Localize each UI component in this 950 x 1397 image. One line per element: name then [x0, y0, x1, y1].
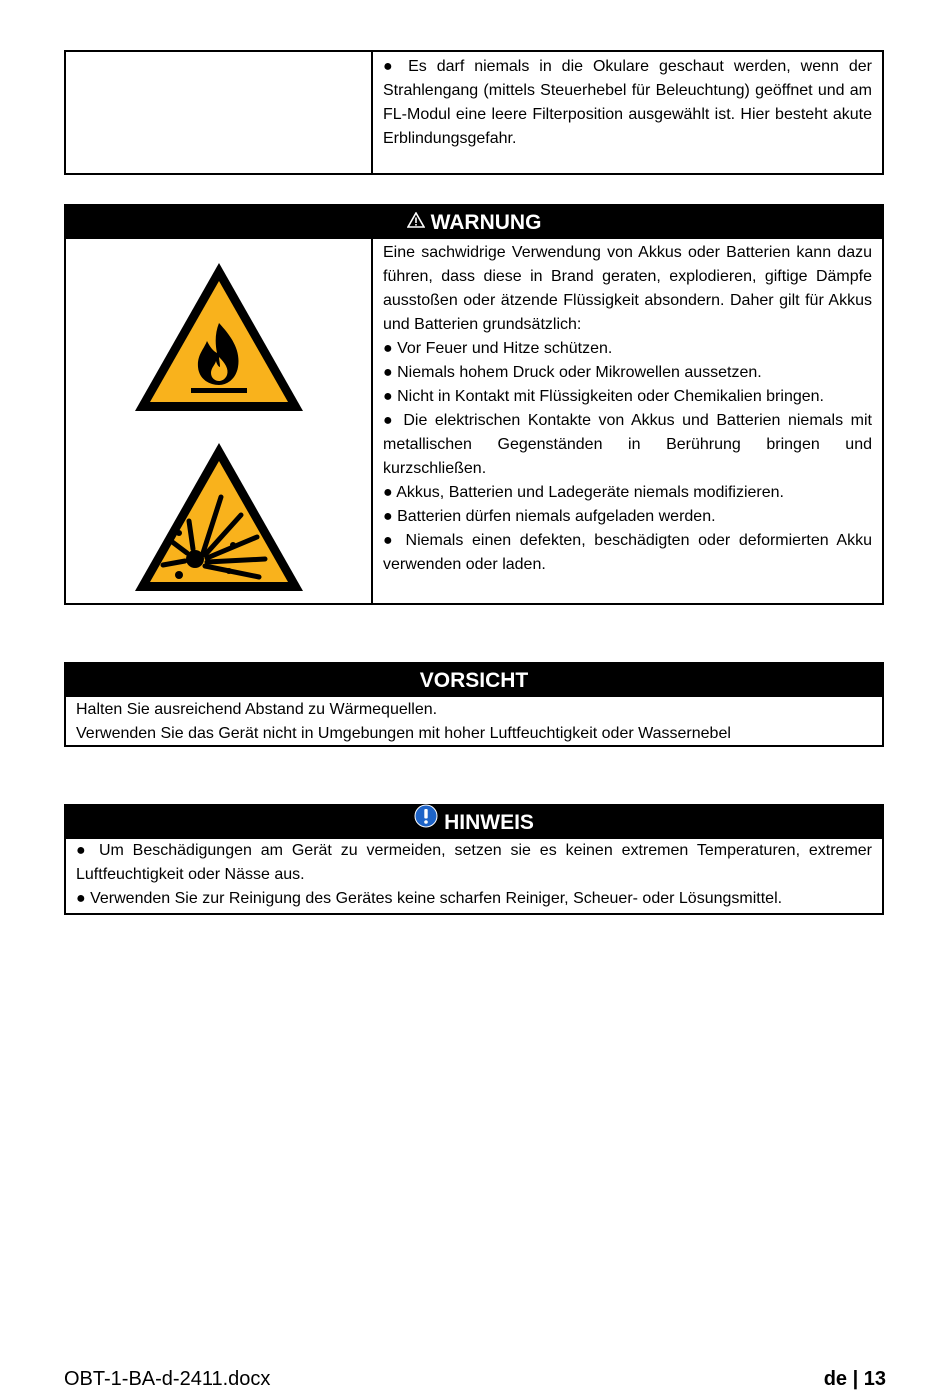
warnung-bullet-3: ● Nicht in Kontakt mit Flüssigkeiten oder Chemikalien bringen.	[383, 388, 824, 405]
vorsicht-header	[66, 664, 882, 697]
hinweis-text	[66, 839, 882, 911]
warnung-title: WARNUNG	[430, 211, 542, 234]
empty-symbol-cell	[66, 52, 373, 173]
okular-warning-text: ● Es darf niemals in die Okulare geschaut werden, wenn der Strahlengang (mittels Steuerhebel für Beleuchtung) geöffnet und am FL-Modul eine leere Filterposition ausgewählt ist. Hier besteht akute Erblindungsgefahr.	[383, 58, 872, 147]
warnung-bullet-1: ● Vor Feuer und Hitze schützen.	[383, 340, 613, 357]
exclamation-circle-icon	[414, 804, 438, 838]
vorsicht-title: VORSICHT	[419, 669, 529, 692]
vorsicht-line-2: Verwenden Sie das Gerät nicht in Umgebungen mit hoher Luftfeuchtigkeit oder Wassernebel	[76, 725, 731, 742]
warnung-bullet-2: ● Niemals hohem Druck oder Mikrowellen aussetzen.	[383, 364, 762, 381]
warnung-bullet-6: ● Batterien dürfen niemals aufgeladen werden.	[383, 508, 716, 525]
warnung-symbols-cell	[66, 239, 373, 603]
warnung-bullet-7: ● Niemals einen defekten, beschädigten oder deformierten Akku verwenden oder laden.	[383, 532, 872, 573]
vorsicht-line-1: Halten Sie ausreichend Abstand zu Wärmequellen.	[76, 701, 438, 718]
flammable-warning-icon	[133, 261, 305, 413]
warnung-header	[66, 206, 882, 239]
warnung-text-cell	[373, 239, 882, 603]
hinweis-title: HINWEIS	[444, 811, 534, 834]
warning-triangle-icon	[407, 205, 425, 238]
warnung-intro: Eine sachwidrige Verwendung von Akkus oder Batterien kann dazu führen, dass diese in Brand geraten, explodieren, giftige Dämpfe ausstoßen oder ätzende Flüssigkeit absondern. Daher gilt für Akkus und Batterien grundsätzlich:	[383, 244, 872, 333]
warnung-bullet-5: ● Akkus, Batterien und Ladegeräte niemals modifizieren.	[383, 484, 784, 501]
hinweis-line-1: ● Um Beschädigungen am Gerät zu vermeiden, setzen sie es keinen extremen Temperaturen, extremer Luftfeuchtigkeit oder Nässe aus.	[76, 842, 872, 883]
hinweis-header	[66, 806, 882, 839]
footer-page-number: de | 13	[823, 1368, 886, 1390]
footer-filename: OBT-1-BA-d-2411.docx	[64, 1368, 271, 1390]
warnung-bullet-4: ● Die elektrischen Kontakte von Akkus und Batterien niemals mit metallischen Gegenständen in Berührung bringen und kurzschließen.	[383, 412, 872, 477]
explosive-warning-icon	[133, 441, 305, 593]
okular-warning-cell	[373, 52, 882, 173]
hinweis-box	[64, 804, 884, 915]
vorsicht-text	[66, 697, 882, 746]
warnung-box	[64, 204, 884, 605]
vorsicht-box	[64, 662, 884, 747]
hinweis-line-2: ● Verwenden Sie zur Reinigung des Gerätes keine scharfen Reiniger, Scheuer- oder Lösungsmittel.	[76, 890, 783, 907]
okular-warning-table	[64, 50, 884, 175]
